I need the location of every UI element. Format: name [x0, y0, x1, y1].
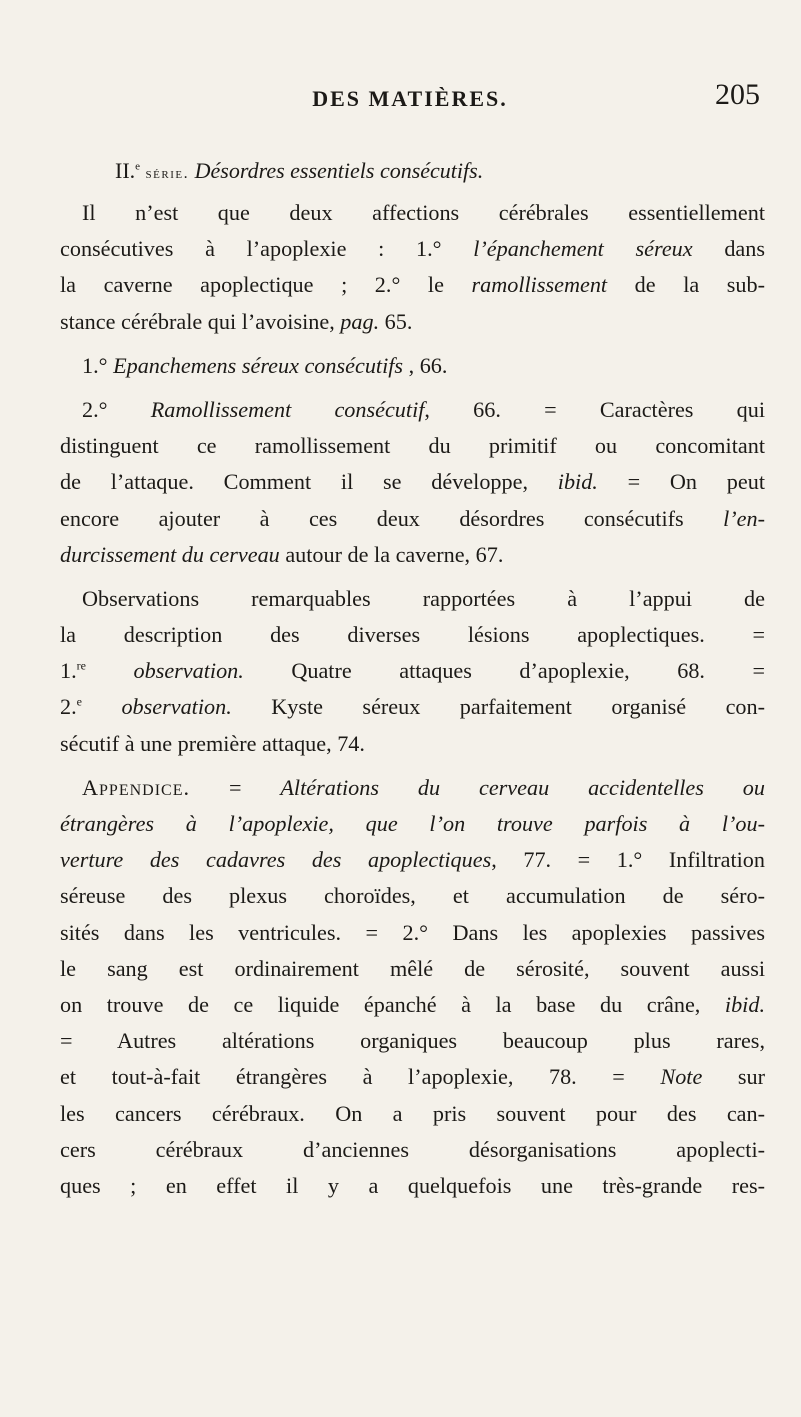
- text-run: 2.°: [82, 396, 151, 422]
- text-run: 1.: [60, 658, 77, 684]
- text-run: de la sub-: [607, 272, 765, 298]
- paragraph-5-line: séreuse des plexus choroïdes, et accumulation de séro-: [60, 883, 765, 909]
- text-run: Kyste séreux parfaitement organisé con-: [231, 694, 766, 720]
- paragraph-3-line: [60, 501, 765, 537]
- paragraph-3-line: [60, 464, 765, 500]
- text-run: stance cérébrale qui l’avoisine,: [60, 308, 341, 334]
- paragraph-4-line: sécutif à une première attaque, 74.: [60, 730, 365, 756]
- series-number: II.: [115, 158, 136, 183]
- spacer: [60, 384, 765, 392]
- series-number-suffix: e: [135, 160, 141, 173]
- text-run: 1.°: [82, 352, 114, 378]
- italic-term: Note: [660, 1064, 703, 1090]
- paragraph-1-line: Il n’est que deux affections cérébrales essentiellement: [82, 200, 765, 225]
- paragraph-1-line: [60, 304, 765, 340]
- superscript: e: [76, 695, 82, 710]
- italic-term: observation.: [133, 658, 244, 684]
- text-run: = On peut: [597, 469, 765, 495]
- text-run: la caverne apoplectique ; 2.° le: [60, 272, 472, 298]
- text-run: , 77. = 1.° Infiltration: [491, 847, 765, 873]
- spacer: [60, 340, 765, 348]
- italic-term: Ramollissement consécutif: [150, 396, 425, 422]
- paragraph-5-line: [60, 770, 765, 806]
- italic-term: l’en-: [723, 505, 765, 531]
- text-run: autour de la caverne, 67.: [279, 541, 504, 567]
- paragraph-3-line: [60, 537, 765, 573]
- italic-term: ramollissement: [471, 272, 608, 298]
- series-label: série.: [145, 165, 190, 182]
- text-run: =: [190, 774, 281, 800]
- text-run: , 66.: [403, 352, 448, 378]
- paragraph-2-line: [60, 348, 765, 384]
- series-heading: [115, 158, 483, 184]
- paragraph-5-line: [60, 842, 765, 878]
- appendix-label: Appendice.: [82, 774, 191, 800]
- paragraph-5-line: [60, 987, 765, 1023]
- text-run: on trouve de ce liquide épanché à la base du crâne,: [60, 991, 725, 1017]
- superscript: re: [76, 658, 86, 673]
- paragraph-5-line: = Autres altérations organiques beaucoup plus rares,: [60, 1028, 765, 1054]
- spacer: [60, 762, 765, 770]
- paragraph-4-line: Observations remarquables rapportées à l’appui de: [82, 585, 765, 611]
- text-run: 2.: [60, 694, 77, 720]
- paragraph-4-line: la description des diverses lésions apoplectiques. =: [60, 622, 765, 648]
- italic-term: l’épanchement séreux: [473, 236, 693, 262]
- italic-term: Altérations du cerveau accidentelles ou: [280, 774, 765, 800]
- paragraph-5-line: cers cérébraux d’anciennes désorganisations apoplecti-: [60, 1136, 765, 1162]
- italic-ref: ibid.: [724, 991, 765, 1017]
- paragraph-3-line: [60, 392, 765, 428]
- page-header: [60, 78, 760, 122]
- text-run: 65.: [379, 308, 413, 334]
- italic-term: observation.: [121, 694, 232, 720]
- text-run: Quatre attaques d’apoplexie, 68. =: [243, 658, 766, 684]
- paragraph-1-line: [60, 231, 765, 267]
- italic-ref: pag.: [340, 308, 380, 334]
- paragraph-5-line: les cancers cérébraux. On a pris souvent pour des can-: [60, 1100, 765, 1126]
- text-run: et tout-à-fait étrangères à l’apoplexie, 78. =: [60, 1064, 661, 1090]
- text-run: dans: [692, 236, 765, 262]
- paragraph-3-line: distinguent ce ramollissement du primitif ou concomitant: [60, 433, 765, 459]
- series-title: Désordres essentiels consécutifs.: [194, 158, 484, 183]
- text-run: encore ajouter à ces deux désordres consécutifs: [60, 505, 724, 531]
- text-run: de l’attaque. Comment il se développe,: [60, 469, 558, 495]
- spacer: [60, 573, 765, 581]
- text-run: , 66. = Caractères qui: [424, 396, 766, 422]
- paragraph-5-line: [60, 1059, 765, 1095]
- paragraph-5-line: étrangères à l’apoplexie, que l’on trouve parfois à l’ou-: [60, 811, 765, 836]
- italic-term: durcissement du cerveau: [60, 541, 280, 567]
- italic-term: Epanchemens séreux consécutifs: [113, 352, 404, 378]
- paragraph-4-line: [60, 689, 765, 725]
- body-text: [60, 195, 765, 1204]
- italic-term: verture des cadavres des apoplectiques: [60, 847, 492, 873]
- text-run: sur: [702, 1064, 765, 1090]
- page-number: 205: [715, 78, 760, 111]
- paragraph-5-line: ques ; en effet il y a quelquefois une très-grande res-: [60, 1172, 765, 1198]
- text-run: consécutives à l’apoplexie : 1.°: [60, 236, 474, 262]
- paragraph-5-line: le sang est ordinairement mêlé de sérosité, souvent aussi: [60, 955, 765, 981]
- italic-ref: ibid.: [557, 469, 598, 495]
- paragraph-1-line: [60, 267, 765, 303]
- paragraph-5-line: sités dans les ventricules. = 2.° Dans les apoplexies passives: [60, 919, 765, 945]
- running-title: DES MATIÈRES.: [312, 86, 508, 111]
- paragraph-4-line: [60, 653, 765, 689]
